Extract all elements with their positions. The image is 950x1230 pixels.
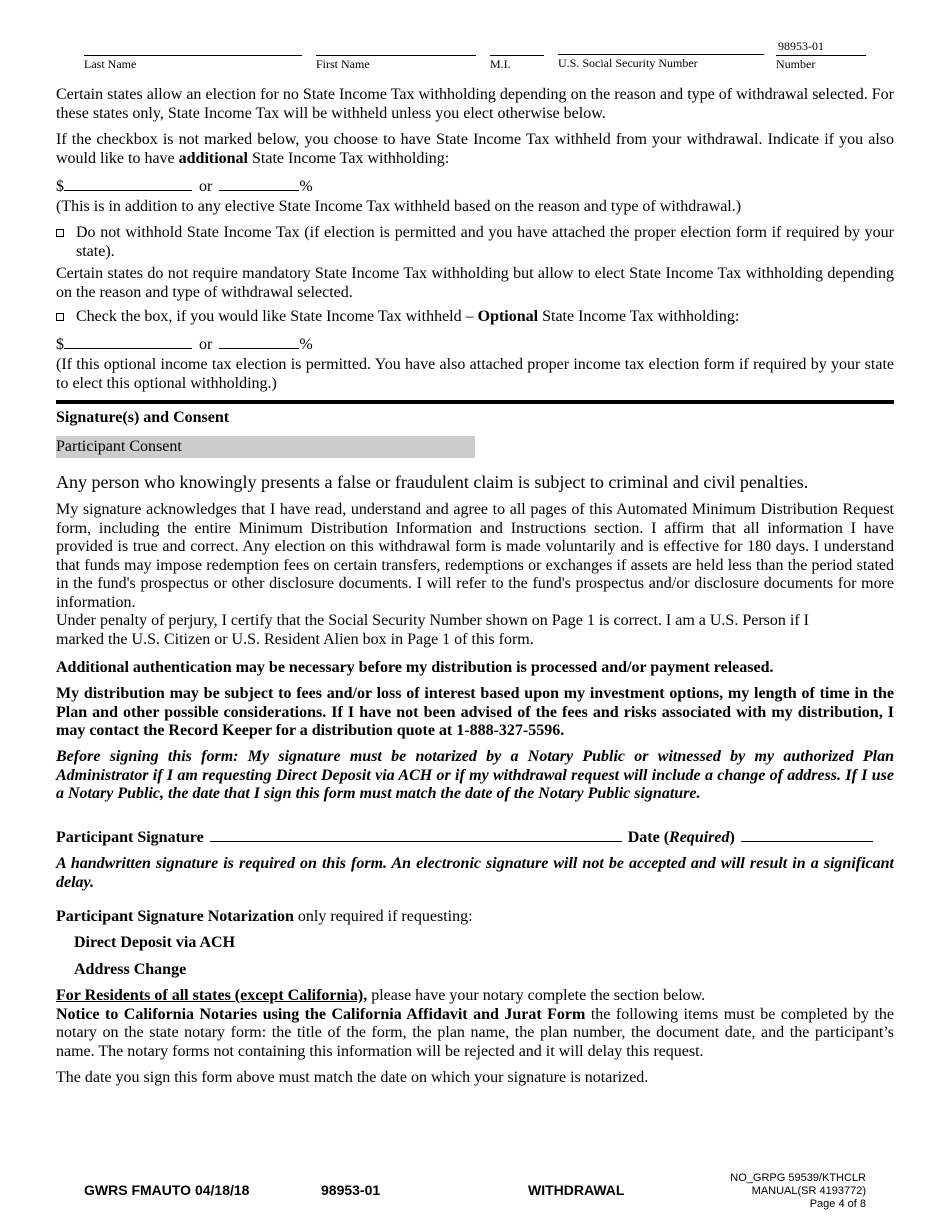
first-name-label: First Name — [316, 57, 370, 71]
section-divider — [56, 400, 894, 404]
footer-form-id — [84, 1182, 249, 1198]
mi-field[interactable] — [490, 55, 544, 72]
addition-note: (This is in addition to any elective State Income Tax withheld based on the reason and type of withdrawal.) — [56, 198, 742, 215]
additional-dollar-input[interactable] — [64, 176, 192, 191]
last-name-field[interactable] — [84, 55, 302, 72]
first-name-field[interactable] — [316, 55, 476, 72]
ssn-field[interactable] — [558, 54, 764, 71]
participant-signature-label: Participant Signature — [56, 829, 204, 846]
option-direct-deposit: Direct Deposit via ACH — [74, 934, 236, 951]
residents-note: For Residents of all states (except California), please have your notary complete the section below. — [56, 987, 706, 1004]
checkbox-note: If the checkbox is not marked below, you choose to have State Income Tax withheld from your withdrawal. Indicate if you also would like to have additional State Income Tax withholding: — [56, 131, 894, 167]
additional-percent-input[interactable] — [219, 176, 299, 191]
state-tax-intro: Certain states allow an election for no State Income Tax withholding depending on the reason and type of withdrawal selected. For these states only, State Income Tax will be withheld unless you elect otherwise below. — [56, 86, 894, 122]
number-value: 98953-01 — [778, 39, 824, 53]
optional-withhold-checkbox[interactable] — [56, 313, 64, 321]
signature-date-input[interactable] — [741, 827, 873, 842]
california-notice: Notice to California Notaries using the California Affidavit and Jurat Form the following items must be completed by the notary on the state notary form: the title of the form, the plan name, the plan number, the document date, and the participant’s name. The notary forms not containing this information will be rejected and it will delay this request. — [56, 1005, 895, 1060]
participant-consent-bar: Participant Consent — [56, 436, 475, 458]
optional-withhold-label: Check the box, if you would like State Income Tax withheld – Optional State Income Tax withholding: — [76, 308, 740, 325]
no-withhold-checkbox[interactable] — [56, 229, 64, 237]
perjury-line-2: marked the U.S. Citizen or U.S. Resident Alien box in Page 1 of this form. — [56, 630, 534, 648]
optional-withhold-option — [56, 308, 894, 327]
number-field — [776, 55, 866, 72]
ssn-label: U.S. Social Security Number — [558, 56, 698, 70]
no-withhold-option — [56, 224, 894, 261]
handwritten-note: A handwritten signature is required on this form. An electronic signature will not be accepted and will result in a significant delay. — [56, 855, 894, 891]
footer-ref-line-2: MANUAL(SR 4193772) — [751, 1185, 866, 1197]
footer-ref-line-1: NO_GRPG 59539/KTHCLR — [730, 1172, 866, 1184]
signature-row — [56, 827, 894, 847]
mi-label: M.I. — [490, 57, 511, 71]
footer-plan-number: 98953-01 — [321, 1182, 381, 1198]
last-name-label: Last Name — [84, 57, 137, 71]
optional-intro: Certain states do not require mandatory State Income Tax withholding but allow to elect State Income Tax withholding depending on the reason and type of withdrawal selected. — [56, 265, 894, 301]
date-label: Date (Required) — [627, 829, 735, 846]
footer-form-date: 04/18/18 — [194, 1182, 250, 1198]
optional-withholding-row: $ or % — [56, 336, 313, 353]
notary-requirement-note: Before signing this form: My signature must be notarized by a Notary Public or witnessed by my authorized Plan Administrator if I am requesting Direct Deposit via ACH or if my withdrawal request will include a change of address. If I use a Notary Public, the date that I sign this form must match the date of the Notary Public signature. — [56, 748, 894, 802]
number-label: Number — [776, 57, 816, 71]
option-address-change: Address Change — [74, 961, 187, 978]
footer-form-type: WITHDRAWAL — [528, 1182, 625, 1198]
notarization-heading: Participant Signature Notarization only required if requesting: — [56, 908, 473, 925]
authentication-note: Additional authentication may be necessary before my distribution is processed and/or payment released. — [56, 659, 774, 676]
fees-note: My distribution may be subject to fees and/or loss of interest based upon my investment options, my length of time in the Plan and other possible considerations. If I have not been advised of the fees and risks associated with my distribution, I may contact the Record Keeper for a distribution quote at 1-888-327-5596. — [56, 685, 894, 739]
date-match-note: The date you sign this form above must match the date on which your signature is notarized. — [56, 1069, 649, 1086]
perjury-line-1: Under penalty of perjury, I certify that the Social Security Number shown on Page 1 is correct. I am a U.S. Person if I — [56, 612, 809, 629]
optional-percent-input[interactable] — [219, 334, 299, 349]
footer-form-code: GWRS FMAUTO — [84, 1182, 192, 1198]
footer-reference — [730, 1172, 866, 1211]
no-withhold-label: Do not withhold State Income Tax (if election is permitted and you have attached the proper election form if required by your state). — [76, 224, 894, 260]
additional-withholding-row: $ or % — [56, 178, 313, 195]
acknowledgement-text: My signature acknowledges that I have read, understand and agree to all pages of this Automated Minimum Distribution Request form, including the entire Minimum Distribution Information and Instructions section. I affirm that all information I have provided is true and correct. Any election on this withdrawal form is made voluntarily and is effective for 180 days. I understand that funds may impose redemption fees on certain transfers, redemptions or exchanges if assets are held less than the period stated in the fund's prospectus or other disclosure documents. I will refer to the fund's prospectus and/or disclosure documents for more information. — [56, 501, 894, 611]
penalty-warning: Any person who knowingly presents a false or fraudulent claim is subject to criminal and civil penalties. — [56, 472, 809, 492]
optional-note: (If this optional income tax election is permitted. You have also attached proper income tax election form if required by your state to elect this optional withholding.) — [56, 356, 894, 392]
section-title: Signature(s) and Consent — [56, 409, 230, 426]
footer-page-number: Page 4 of 8 — [809, 1198, 866, 1210]
optional-dollar-input[interactable] — [64, 334, 192, 349]
participant-signature-input[interactable] — [210, 827, 622, 842]
